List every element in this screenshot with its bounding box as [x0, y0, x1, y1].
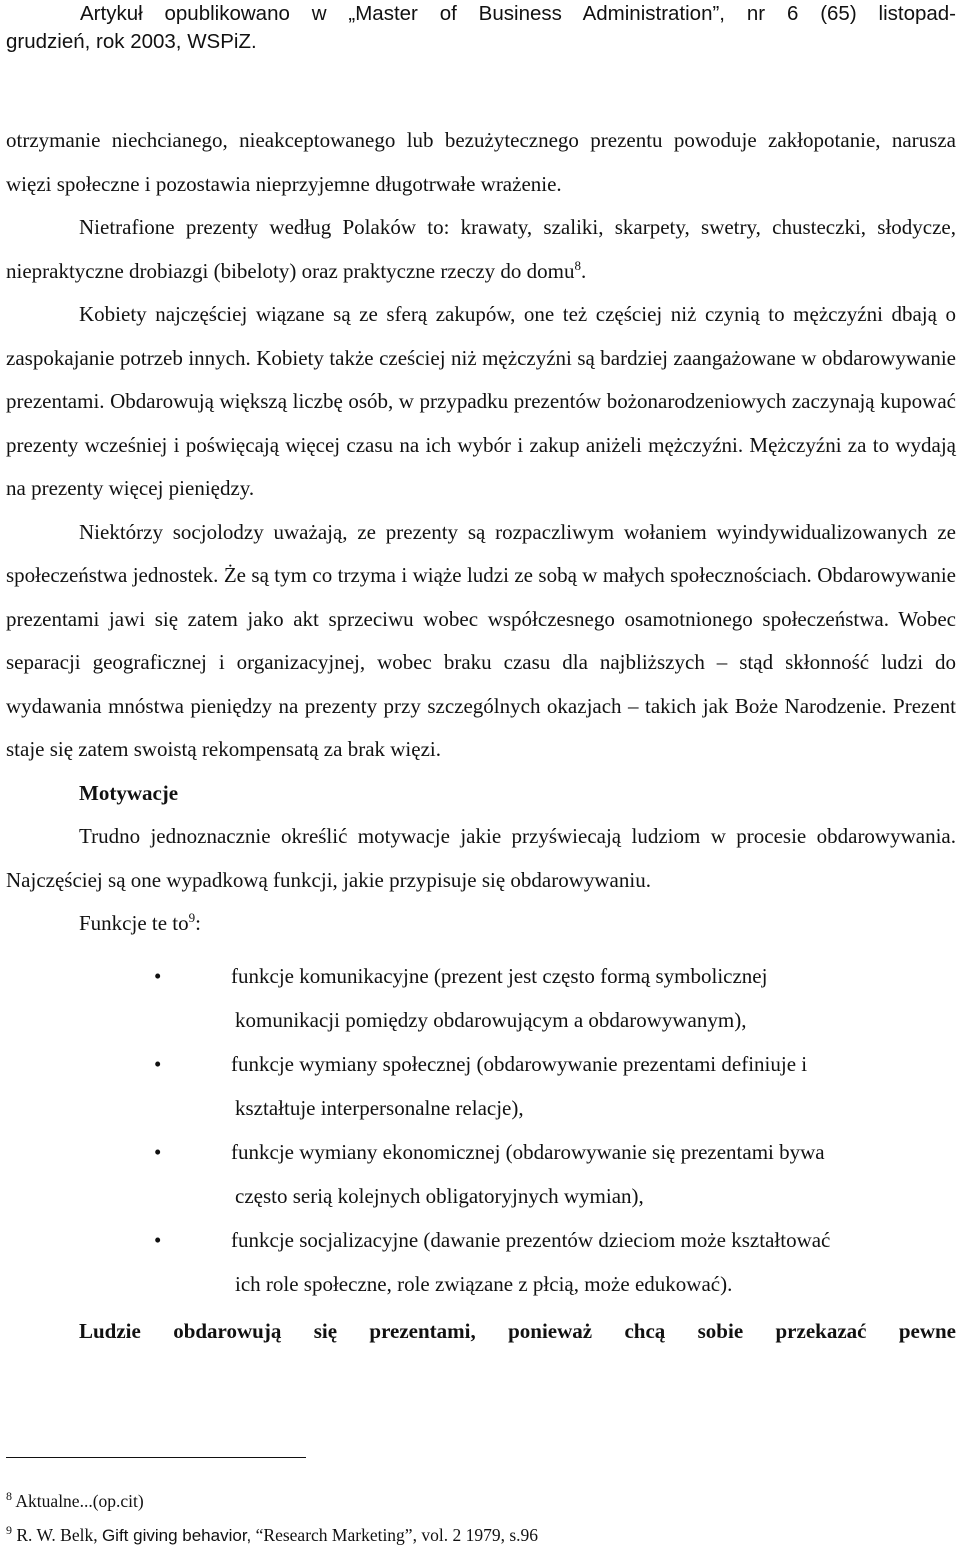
section-intro: Trudno jednoznacznie określić motywacje jakie przyświecają ludziom w procesie obdarowywania. Najczęściej są one wypadkową funkcji, jakie przypisuje się obdarowywaniu. — [6, 824, 956, 892]
list-intro — [6, 902, 956, 946]
list-item-line-2: ich role społeczne, role związane z płcią, może edukować). — [235, 1271, 733, 1296]
list-item — [6, 954, 956, 1042]
list-item-line-2: kształtuje interpersonalne relacje), — [235, 1095, 524, 1120]
footnote-number: 9 — [6, 1523, 12, 1538]
paragraph-3: Kobiety najczęściej wiązane są ze sferą zakupów, one też częściej niż czynią to mężczyźni dbają o zaspokajanie potrzeb innych. Kobiety także cześciej niż mężczyźni są bardziej zaangażowane w obdarowywanie prezentami. Obdarowują większą liczbę osób, w przypadku prezentów bożonarodzeniowych zaczynają kupować prezenty wcześniej i poświęcają więcej czasu na ich wybór i zakup aniżeli mężczyźni. Mężczyźni za to wydają na prezenty więcej pieniędzy. — [6, 302, 956, 500]
list-item-line-1: funkcje socjalizacyjne (dawanie prezentów dzieciom może kształtować — [231, 1227, 831, 1252]
paragraph-4: Niektórzy socjolodzy uważają, ze prezenty są rozpaczliwym wołaniem wyindywidualizowanych ze społeczeństwa jednostek. Że są tym co trzyma i wiąże ludzi ze sobą w małych społecznościach. Obdarowywanie prezentami jawi się zatem jako akt sprzeciwu wobec współczesnego osamotnionego społeczeństwa. Wobec separacji geograficznej i organizacyjnej, wobec braku czasu dla najbliższych – stąd skłonność ludzi do wydawania mnóstwa pieniędzy na prezenty przy szczególnych okazjach – takich jak Boże Narodzenie. Prezent staje się zatem swoistą rekompensatą za brak więzi. — [6, 519, 956, 761]
header-line-2: grudzień, rok 2003, WSPiZ. — [6, 30, 257, 53]
header-line-1: Artykuł opublikowano w „Master of Business Administration”, nr 6 (65) listopad- — [80, 2, 956, 25]
bullet-icon: • — [154, 1139, 162, 1164]
list-item-line-2: komunikacji pomiędzy obdarowującym a obdarowywanym), — [235, 1007, 747, 1032]
list-item-line-1: funkcje wymiany społecznej (obdarowywanie prezentami definiuje i — [231, 1051, 808, 1076]
footnote-8 — [6, 1484, 956, 1518]
footnote-author: R. W. Belk, — [16, 1525, 102, 1545]
list-intro-end: : — [195, 911, 201, 935]
article-header — [6, 0, 956, 56]
footnote-number: 8 — [6, 1489, 12, 1504]
paragraph-1: otrzymanie niechcianego, nieakceptowanego lub bezużytecznego prezentu powoduje zakłopotanie, narusza więzi społeczne i pozostawia nieprzyjemne długotrwałe wrażenie. — [6, 128, 956, 196]
footnote-text: Aktualne...(op.cit) — [15, 1491, 144, 1511]
list-item — [6, 1042, 956, 1130]
list-item-line-1: funkcje komunikacyjne (prezent jest często formą symbolicznej — [231, 963, 768, 988]
paragraph-2 — [6, 206, 956, 293]
footnotes — [6, 1484, 956, 1553]
document-body — [6, 119, 956, 1353]
list-item — [6, 1218, 956, 1306]
bullet-icon: • — [154, 1227, 162, 1252]
footnote-9 — [6, 1518, 956, 1553]
paragraph-2-text: Nietrafione prezenty według Polaków to: krawaty, szaliki, skarpety, swetry, chusteczki, słodycze, niepraktyczne drobiazgi (bibeloty) oraz praktyczne rzeczy do domu — [6, 215, 956, 283]
footnote-source: “Research Marketing”, vol. 2 1979, s.96 — [251, 1525, 538, 1545]
closing-sentence: Ludzie obdarowują się prezentami, ponieważ chcą sobie przekazać pewne — [79, 1318, 956, 1343]
list-intro-text: Funkcje te to — [79, 911, 189, 935]
list-item-line-2: często serią kolejnych obligatoryjnych wymian), — [235, 1183, 644, 1208]
list-item — [6, 1130, 956, 1218]
footnote-separator — [6, 1457, 306, 1458]
footnote-ref-9[interactable]: 9 — [188, 910, 196, 925]
bullet-icon: • — [154, 1051, 162, 1076]
bullet-icon: • — [154, 963, 162, 988]
list-item-line-1: funkcje wymiany ekonomicznej (obdarowywanie się prezentami bywa — [231, 1139, 825, 1164]
functions-list — [6, 954, 956, 1306]
paragraph-2-end: . — [581, 258, 587, 283]
footnote-title: Gift giving behavior, — [101, 1526, 252, 1545]
footnote-ref-8[interactable]: 8 — [574, 257, 581, 273]
section-heading: Motywacje — [79, 780, 179, 805]
